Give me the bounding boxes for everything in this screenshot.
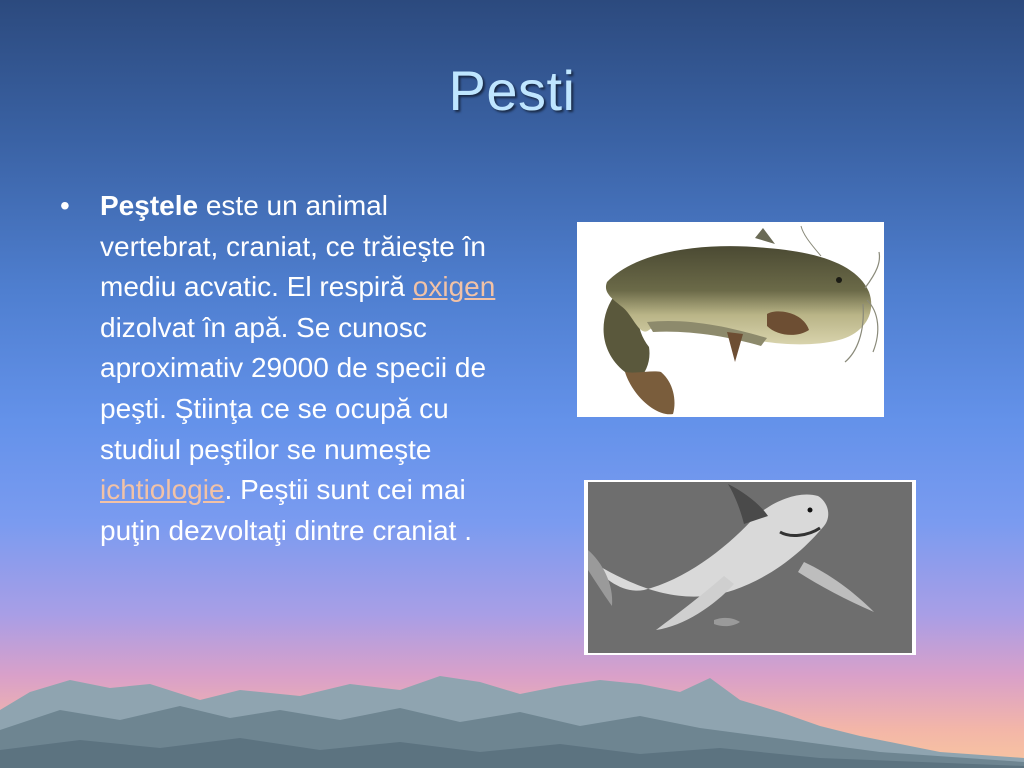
paragraph-text-1: este un animal vertebrat, craniat, ce trăieşte în mediu acvatic. El respiră bbox=[100, 190, 486, 303]
paragraph-text-2: dizolvat în apă. Se cunosc aproximativ 29000 de specii de peşti. Ştiinţa ce se ocupă cu studiul peştilor se numeşte bbox=[100, 311, 487, 465]
shark-image bbox=[584, 480, 916, 655]
mountains-decoration bbox=[0, 640, 1024, 768]
bullet-paragraph bbox=[58, 186, 498, 551]
bullet-marker: • bbox=[60, 190, 70, 221]
oxigen-link[interactable]: oxigen bbox=[412, 271, 496, 303]
body-text bbox=[58, 186, 498, 551]
slide-title: Pesti bbox=[448, 59, 576, 122]
catfish-image bbox=[577, 222, 884, 417]
paragraph-text-3: . Peştii sunt cei mai puţin dezvoltaţi dintre craniat . bbox=[100, 474, 472, 546]
term-bold: Peştele bbox=[100, 190, 199, 221]
ichtiologie-link[interactable]: ichtiologie bbox=[100, 474, 225, 506]
